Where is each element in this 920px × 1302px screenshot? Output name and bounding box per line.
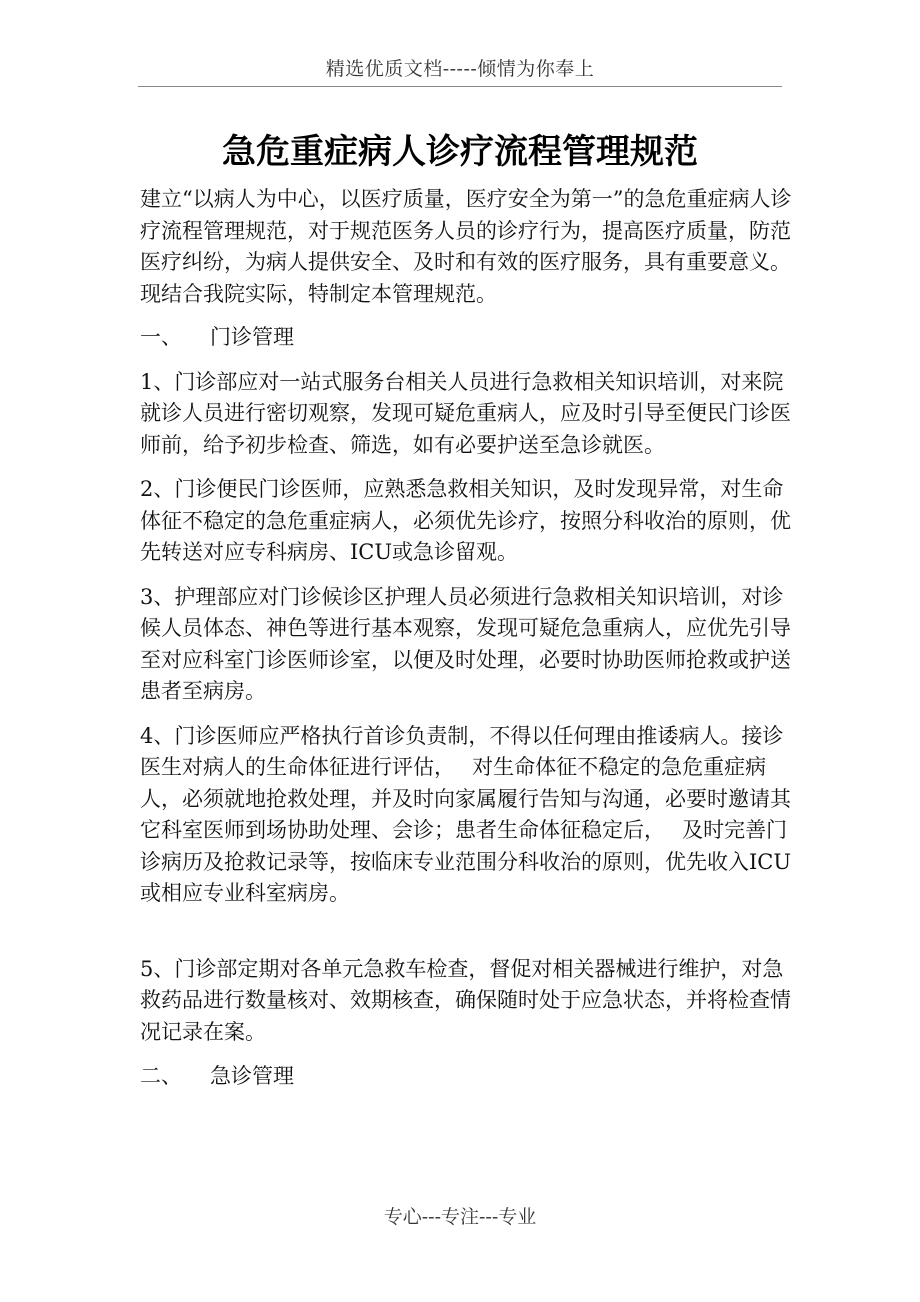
section-number: 二、 [140, 1064, 182, 1088]
document-body [140, 184, 800, 1106]
page-footer: 专心---专注---专业 [383, 1206, 537, 1228]
list-item: 3、护理部应对门诊候诊区护理人员必须进行急救相关知识培训，对诊候人员体态、神色等进行基本观察，发现可疑危急重病人，应优先引导至对应科室门诊医师诊室，以便及时处理，必要时协助医师抢救或护送患者至病房。 [140, 584, 791, 703]
list-item: 2、门诊便民门诊医师，应熟悉急救相关知识，及时发现异常，对生命体征不稳定的急危重症病人，必须优先诊疗，按照分科收治的原则，优先转送对应专科病房、ICU或急诊留观。 [140, 477, 791, 564]
section-heading-1 [140, 322, 800, 354]
section-number: 一、 [140, 325, 182, 349]
list-item: 4、门诊医师应严格执行首诊负责制，不得以任何理由推诿病人。接诊医生对病人的生命体征进行评估， 对生命体征不稳定的急危重症病人，必须就地抢救处理，并及时向家属履行告知与沟通，必要时邀请其它科室医师到场协助处理、会诊；患者生命体征稳定后， 及时完善门诊病历及抢救记录等，按临床专业范围分科收治的原则，优先收入ICU或相应专业科室病房。 [140, 723, 792, 905]
intro-paragraph: 建立“以病人为中心，以医疗质量，医疗安全为第一”的急危重症病人诊疗流程管理规范，对于规范医务人员的诊疗行为，提高医疗质量，防范医疗纠纷，为病人提供安全、及时和有效的医疗服务，具有重要意义。现结合我院实际，特制定本管理规范。 [140, 187, 792, 306]
list-item: 1、门诊部应对一站式服务台相关人员进行急救相关知识培训，对来院就诊人员进行密切观察，发现可疑危重病人，应及时引导至便民门诊医师前，给予初步检查、筛选，如有必要护送至急诊就医。 [140, 369, 791, 457]
page-header: 精选优质文档-----倾情为你奉上 [325, 58, 595, 80]
section-title: 急诊管理 [210, 1064, 294, 1088]
document-title: 急危重症病人诊疗流程管理规范 [222, 132, 698, 172]
list-item: 5、门诊部定期对各单元急救车检查，督促对相关器械进行维护，对急救药品进行数量核对、效期核查，确保随时处于应急状态，并将检查情况记录在案。 [140, 956, 791, 1044]
section-heading-2 [140, 1061, 800, 1093]
header-divider [138, 86, 782, 87]
section-title: 门诊管理 [210, 325, 294, 349]
